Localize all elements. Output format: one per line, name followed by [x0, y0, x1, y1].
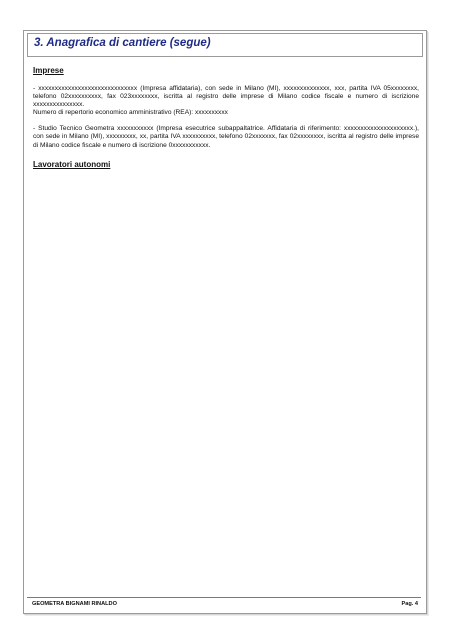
impresa-subappaltatrice-paragraph: - Studio Tecnico Geometra xxxxxxxxxxx (Impresa esecutrice subappaltatrice. Affidataria di riferimento: xxxxxxxxxxxxxxxxxxxxx.), con sede in Milano (MI), xxxxxxxxx, xx, partita IVA xxxxxxxxxx, telefono 02xxxxxxx, fax 02xxxxxxxx, iscritta al registro delle imprese di Milano codice fiscale e numero di iscrizione 0xxxxxxxxxxx. — [33, 125, 419, 149]
section-heading-imprese: Imprese — [33, 66, 64, 75]
document-body — [33, 66, 419, 179]
footer-author: GEOMETRA BIGNAMI RINALDO — [32, 601, 117, 607]
page-number: Pag. 4 — [401, 601, 418, 607]
page-title: 3. Anagrafica di cantiere (segue) — [34, 37, 211, 49]
rea-number-line: Numero di repertorio economico amministrativo (REA): xxxxxxxxxx — [33, 109, 228, 117]
footer-divider — [27, 597, 421, 598]
section-heading-lavoratori-autonomi: Lavoratori autonomi — [33, 159, 111, 169]
impresa-affidataria-paragraph: - xxxxxxxxxxxxxxxxxxxxxxxxxxxxxx (Impresa affidataria), con sede in Milano (MI), xxxxxxxxxxxxxx, xxx, partita IVA 05xxxxxxxx, telefono 02xxxxxxxxxx, fax 023xxxxxxxx, iscritta al registro delle imprese di Milano codice fiscale e numero di iscrizione xxxxxxxxxxxxxxx. — [33, 85, 419, 109]
title-box — [27, 33, 423, 57]
